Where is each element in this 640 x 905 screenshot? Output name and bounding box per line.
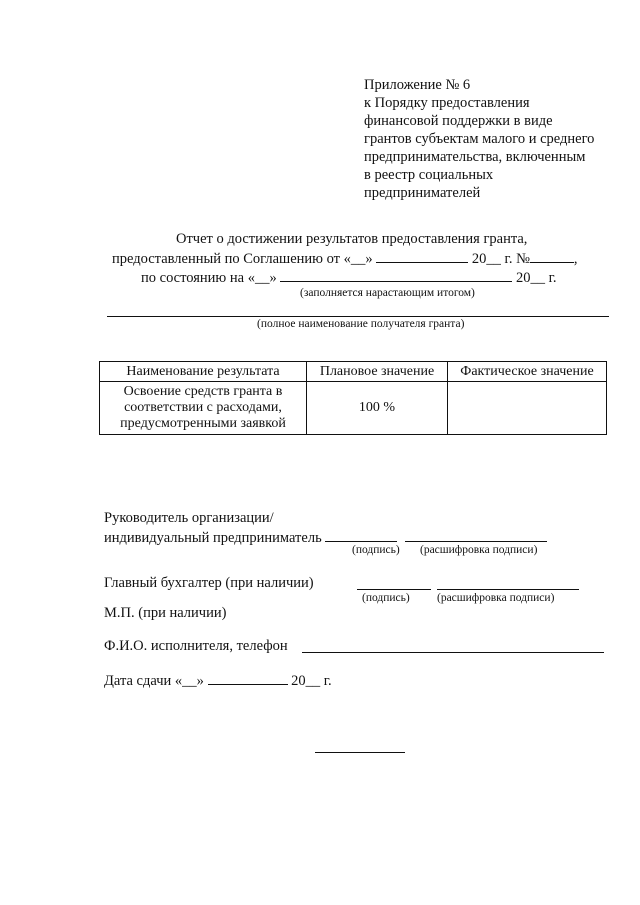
head-label-line1: Руководитель организации/ — [104, 510, 274, 526]
appendix-line: предпринимательства, включенным — [364, 149, 586, 165]
agreement-number-field[interactable] — [530, 249, 574, 263]
head-signature-field[interactable] — [325, 527, 397, 542]
column-header-result: Наименование результата — [100, 362, 307, 382]
submission-date — [104, 670, 332, 690]
appendix-line: финансовой поддержки в виде — [364, 113, 553, 129]
table-row — [100, 382, 607, 435]
report-title-line2 — [112, 249, 578, 268]
accountant-decode-field[interactable] — [437, 589, 579, 590]
executor-label: Ф.И.О. исполнителя, телефон — [104, 638, 288, 654]
result-name-line: соответствии с расходами, — [124, 400, 282, 415]
appendix-line: Приложение № 6 — [364, 77, 471, 93]
executor-field[interactable] — [302, 652, 604, 653]
accountant-label: Главный бухгалтер (при наличии) — [104, 575, 314, 591]
accountant-signature-field[interactable] — [357, 589, 431, 590]
appendix-line: предпринимателей — [364, 185, 481, 201]
head-caption-sign: (подпись) — [352, 544, 400, 556]
table-header-row — [100, 362, 607, 382]
planned-value-cell: 100 % — [307, 382, 448, 435]
result-name-line: предусмотренными заявкой — [120, 416, 286, 431]
agreement-year-label: 20__ г. № — [471, 251, 530, 267]
appendix-header — [364, 76, 594, 202]
report-title-line1: Отчет о достижении результатов предоставления гранта, — [176, 231, 528, 247]
comma: , — [573, 251, 578, 267]
as-of-label: по состоянию на «__» — [141, 270, 277, 286]
recipient-caption: (полное наименование получателя гранта) — [257, 318, 465, 330]
submission-date-field[interactable] — [208, 670, 288, 685]
submission-year-label: 20__ г. — [291, 673, 332, 689]
as-of-year-label: 20__ г. — [515, 270, 557, 286]
result-name-cell — [100, 382, 307, 435]
head-caption-decode: (расшифровка подписи) — [420, 544, 538, 556]
result-name-line: Освоение средств гранта в — [123, 384, 283, 399]
footer-divider — [315, 752, 405, 753]
agreement-date-label: предоставленный по Соглашению от «__» — [112, 251, 373, 267]
head-decode-field[interactable] — [405, 527, 547, 542]
as-of-date-field[interactable] — [280, 268, 512, 282]
cumulative-note: (заполняется нарастающим итогом) — [300, 287, 475, 299]
column-header-planned: Плановое значение — [307, 362, 448, 382]
results-table — [99, 361, 607, 435]
head-label-text: индивидуальный предприниматель — [104, 530, 322, 546]
appendix-line: в реестр социальных — [364, 167, 494, 183]
appendix-line: грантов субъектам малого и среднего — [364, 131, 595, 147]
agreement-date-field[interactable] — [376, 249, 468, 263]
accountant-caption-decode: (расшифровка подписи) — [437, 592, 555, 604]
stamp-label: М.П. (при наличии) — [104, 605, 227, 621]
recipient-name-field[interactable] — [107, 316, 609, 317]
column-header-actual: Фактическое значение — [448, 362, 607, 382]
submission-date-label: Дата сдачи «__» — [104, 673, 204, 689]
accountant-caption-sign: (подпись) — [362, 592, 410, 604]
appendix-line: к Порядку предоставления — [364, 95, 530, 111]
report-title-line3 — [141, 268, 557, 287]
actual-value-cell[interactable] — [448, 382, 607, 435]
